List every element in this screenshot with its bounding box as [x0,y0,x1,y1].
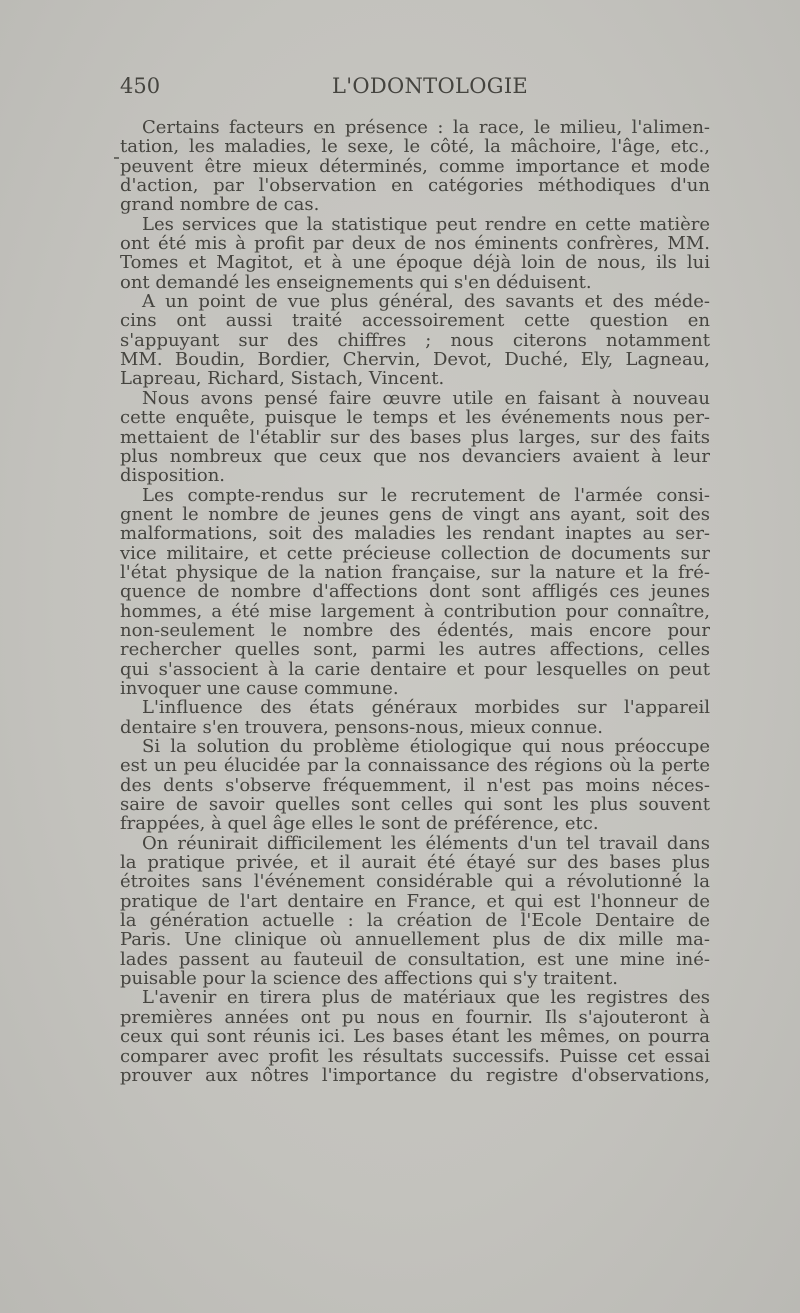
text-line: Si la solution du problème étiologique qui nous préoccupe [142,736,710,757]
text-line: s'appuyant sur des chiffres ; nous citerons notamment [120,329,710,351]
text-line: des dents s'observe fréquemment, il n'est pas moins néces- [120,774,710,796]
text-line: cins ont aussi traité accessoirement cette question en [120,310,710,332]
page-number: 450 [120,74,161,98]
text-line: Tomes et Magitot, et à une époque déjà loin de nous, ils lui [120,252,710,274]
text-line: non-seulement le nombre des édentés, mais encore pour [120,619,710,641]
body-text [120,118,710,1085]
text-line: saire de savoir quelles sont celles qui sont les plus souvent [120,794,710,816]
margin-mark [114,157,119,159]
text-line: dentaire s'en trouvera, pensons-nous, mieux connue. [120,716,603,738]
text-line: Les compte-rendus sur le recrutement de l'armée consi- [142,484,710,506]
text-line: L'avenir en tirera plus de matériaux que les registres des [142,987,710,1009]
text-line: Lapreau, Richard, Sistach, Vincent. [120,368,445,390]
text-line: mettaient de l'établir sur des bases plus larges, sur des faits [120,426,710,448]
text-line: gnent le nombre de jeunes gens de vingt ans ayant, soit des [120,503,710,525]
text-line: d'action, par l'observation en catégories méthodiques d'un [120,175,710,197]
text-line: tation, les maladies, le sexe, le côté, la mâchoire, l'âge, etc., [120,136,710,158]
text-line: quence de nombre d'affections dont sont affligés ces jeunes [120,581,710,603]
text-line: cette enquête, puisque le temps et les événements nous per- [120,407,710,429]
text-line: disposition. [120,465,226,487]
text-line: la génération actuelle : la création de l'Ecole Dentaire de [120,910,710,932]
text-line: peuvent être mieux déterminés, comme importance et mode [120,155,710,177]
text-line: ceux qui sont réunis ici. Les bases étant les mêmes, on pourra [120,1026,710,1048]
text-line: rechercher quelles sont, parmi les autres affections, celles [120,639,710,661]
text-line: prouver aux nôtres l'importance du registre d'observations, [120,1064,710,1086]
text-line: étroites sans l'événement considérable qui a révolutionné la [120,871,710,893]
text-line: On réunirait difficilement les éléments d'un tel travail dans [142,832,710,854]
text-line: frappées, à quel âge elles le sont de préférence, etc. [120,813,599,835]
running-title: L'ODONTOLOGIE [332,74,529,98]
text-line: la pratique privée, et il aurait été étayé sur des bases plus [120,852,710,874]
text-line: Paris. Une clinique où annuellement plus de dix mille ma- [120,929,710,951]
text-line: premières années ont pu nous en fournir. Ils s'ajouteront à [120,1006,710,1028]
text-line: A un point de vue plus général, des savants et des méde- [142,291,710,313]
text-line: comparer avec profit les résultats successifs. Puisse cet essai [120,1045,710,1067]
text-line: ont demandé les enseignements qui s'en déduisent. [120,271,592,293]
text-line: plus nombreux que ceux que nos devanciers avaient à leur [120,445,710,467]
text-line: Les services que la statistique peut rendre en cette matière [142,213,710,235]
text-line: grand nombre de cas. [120,194,320,216]
text-line: l'état physique de la nation française, sur la nature et la fré- [120,561,710,583]
text-line: MM. Boudin, Bordier, Chervin, Devot, Duché, Ely, Lagneau, [120,349,710,371]
text-line: ont été mis à profit par deux de nos éminents confrères, MM. [120,233,710,255]
text-line: hommes, a été mise largement à contribution pour connaître, [120,600,710,622]
page-header [120,74,710,104]
text-line: L'influence des états généraux morbides sur l'appareil [142,697,710,719]
text-line: malformations, soit des maladies les rendant inaptes au ser- [120,523,710,545]
text-line: vice militaire, et cette précieuse collection de documents sur [120,542,710,564]
text-line: lades passent au fauteuil de consultation, est une mine iné- [120,948,710,970]
text-line: invoquer une cause commune. [120,677,399,699]
text-line: qui s'associent à la carie dentaire et pour lesquelles on peut [120,658,710,680]
text-line: est un peu élucidée par la connaissance des régions où la perte [120,755,710,777]
text-line: puisable pour la science des affections qui s'y traitent. [120,968,618,990]
text-line: Certains facteurs en présence : la race, le milieu, l'alimen- [142,117,710,138]
text-line: Nous avons pensé faire œuvre utile en faisant à nouveau [142,387,710,409]
text-line: pratique de l'art dentaire en France, et qui est l'honneur de [120,890,710,912]
